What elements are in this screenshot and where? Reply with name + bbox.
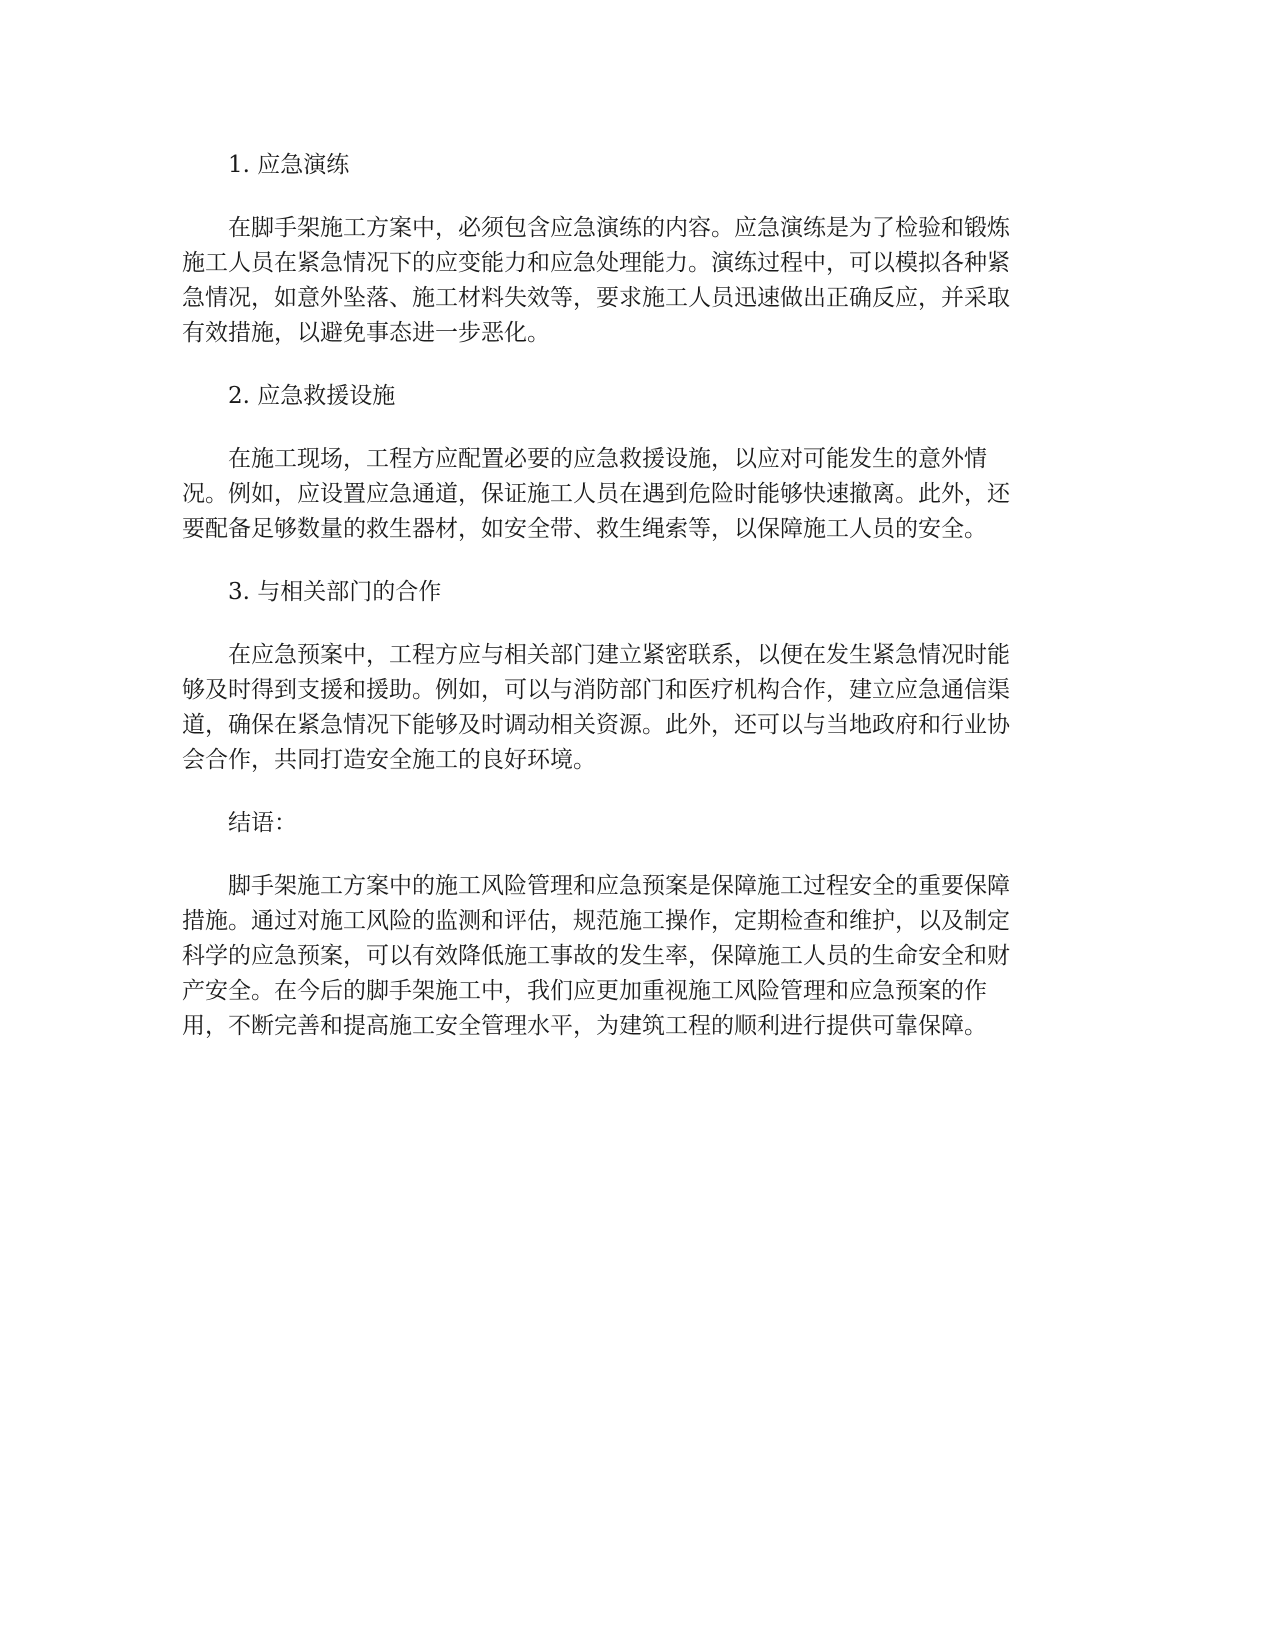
paragraph-line: 况。例如，应设置应急通道，保证施工人员在遇到危险时能够快速撤离。此外，还 <box>182 481 1010 507</box>
section-paragraph <box>182 442 1094 547</box>
section-paragraph <box>182 638 1094 778</box>
paragraph-line: 有效措施，以避免事态进一步恶化。 <box>182 320 550 346</box>
section-heading: 2. 应急救援设施 <box>228 383 396 409</box>
paragraph-line: 够及时得到支援和援助。例如，可以与消防部门和医疗机构合作，建立应急通信渠 <box>182 677 1010 703</box>
section-paragraph <box>182 869 1094 1044</box>
paragraph-line: 在施工现场，工程方应配置必要的应急救援设施，以应对可能发生的意外情 <box>228 446 987 472</box>
paragraph-line: 科学的应急预案，可以有效降低施工事故的发生率，保障施工人员的生命安全和财 <box>182 943 1010 969</box>
paragraph-line: 在应急预案中，工程方应与相关部门建立紧密联系，以便在发生紧急情况时能 <box>228 642 1010 668</box>
section-rescue-facilities <box>182 379 1094 547</box>
section-conclusion <box>182 806 1094 1044</box>
paragraph-line: 措施。通过对施工风险的监测和评估，规范施工操作，定期检查和维护，以及制定 <box>182 908 1010 934</box>
section-department-cooperation <box>182 575 1094 778</box>
paragraph-line: 在脚手架施工方案中，必须包含应急演练的内容。应急演练是为了检验和锻炼 <box>228 215 1010 241</box>
paragraph-line: 产安全。在今后的脚手架施工中，我们应更加重视施工风险管理和应急预案的作 <box>182 978 987 1004</box>
section-paragraph <box>182 211 1094 351</box>
paragraph-line: 会合作，共同打造安全施工的良好环境。 <box>182 747 596 773</box>
paragraph-line: 用，不断完善和提高施工安全管理水平，为建筑工程的顺利进行提供可靠保障。 <box>182 1013 987 1039</box>
paragraph-line: 急情况，如意外坠落、施工材料失效等，要求施工人员迅速做出正确反应，并采取 <box>182 285 1010 311</box>
paragraph-line: 要配备足够数量的救生器材，如安全带、救生绳索等，以保障施工人员的安全。 <box>182 516 987 542</box>
section-heading: 结语： <box>228 810 297 836</box>
paragraph-line: 脚手架施工方案中的施工风险管理和应急预案是保障施工过程安全的重要保障 <box>228 873 1010 899</box>
document-page <box>182 148 1094 1072</box>
section-emergency-drill <box>182 148 1094 351</box>
section-heading: 1. 应急演练 <box>228 152 350 178</box>
paragraph-line: 施工人员在紧急情况下的应变能力和应急处理能力。演练过程中，可以模拟各种紧 <box>182 250 1010 276</box>
paragraph-line: 道，确保在紧急情况下能够及时调动相关资源。此外，还可以与当地政府和行业协 <box>182 712 1010 738</box>
section-heading: 3. 与相关部门的合作 <box>228 579 442 605</box>
